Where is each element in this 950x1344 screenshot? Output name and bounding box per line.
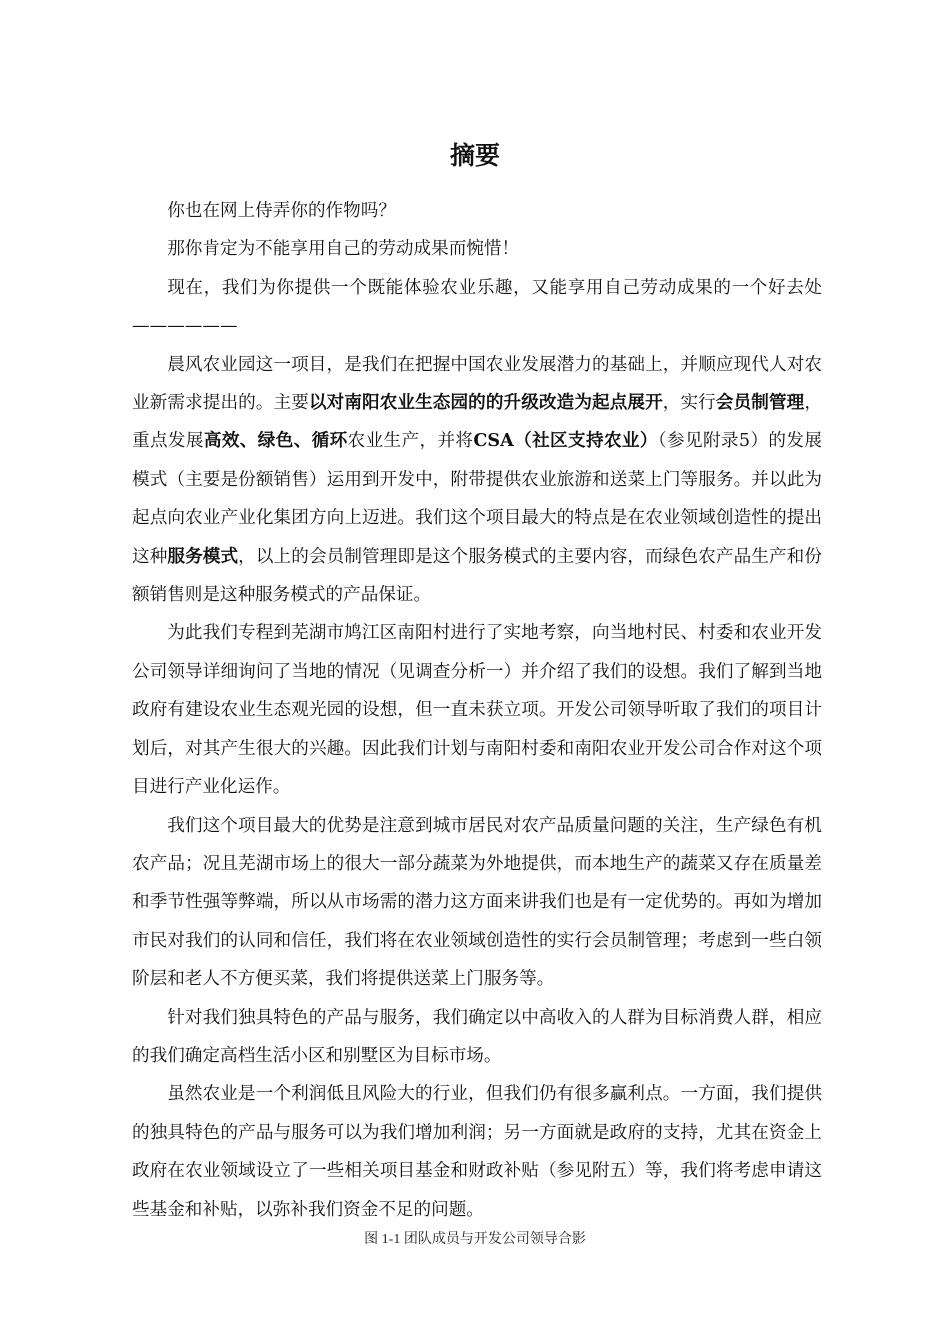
bold-text: 服务模式 [167, 545, 239, 567]
page-title: 摘要 [449, 141, 500, 170]
abstract-paragraph [132, 614, 822, 806]
abstract-paragraph [132, 230, 822, 268]
text-run: 晨风农业园这一项目，是我们在把握中国农业发展潜力的基础上，并顺应现代人对农业新需求提出的。主要 [132, 354, 822, 414]
text-run: 我们这个项目最大的优势是注意到城市居民对农产品质量问题的关注，生产绿色有机农产品；况且芜湖市场上的很大一部分蔬菜为外地提供，而本地生产的蔬菜又存在质量差和季节性强等弊端，所以从市场需的潜力这方面来讲我们也是有一定优势的。再如为增加市民对我们的认同和信任，我们将在农业领域创造性的实行会员制管理；考虑到一些白领阶层和老人不方便买菜，我们将提供送菜上门服务等。 [132, 815, 822, 990]
abstract-paragraph [132, 807, 822, 999]
bold-text: 以对南阳农业生态园的的升级改造为起点展开 [308, 392, 663, 414]
text-run: ，重点发展 [132, 393, 822, 452]
abstract-body [132, 192, 822, 1229]
text-run: 为此我们专程到芜湖市鸠江区南阳村进行了实地考察，向当地村民、村委和农业开发公司领导详细询问了当地的情况（见调查分析一）并介绍了我们的设想。我们了解到当地政府有建设农业生态观光园的设想，但一直未获立项。开发公司领导听取了我们的项目计划后，对其产生很大的兴趣。因此我们计划与南阳村委和南阳农业开发公司合作对这个项目进行产业化运作。 [132, 623, 822, 798]
text-run: （参见附录5）的发展模式（主要是份额销售）运用到开发中，附带提供农业旅游和送菜上门等服务。并以此为起点向农业产业化集团方向上迈进。我们这个项目最大的特点是在农业领域创造性的提出这种 [132, 431, 822, 567]
abstract-paragraph [132, 1075, 822, 1229]
abstract-paragraph [132, 346, 822, 615]
abstract-paragraph [132, 269, 822, 346]
bold-text: 高效、绿色、循环 [203, 430, 348, 452]
bold-text: 会员制管理 [715, 392, 805, 414]
abstract-paragraph [132, 192, 822, 230]
text-run: 那你肯定为不能享用自己的劳动成果而惋惜！ [167, 239, 520, 260]
text-run: 现在，我们为你提供一个既能体验农业乐趣，又能享用自己劳动成果的一个好去处—————— [132, 277, 822, 337]
text-run: 针对我们独具特色的产品与服务，我们确定以中高收入的人群为目标消费人群，相应的我们确定高档生活小区和别墅区为目标市场。 [132, 1007, 822, 1066]
text-run: 虽然农业是一个利润低且风险大的行业，但我们仍有很多赢利点。一方面，我们提供的独具特色的产品与服务可以为我们增加利润；另一方面就是政府的支持，尤其在资金上政府在农业领域设立了一些相关项目基金和财政补贴（参见附五）等，我们将考虑申请这些基金和补贴，以弥补我们资金不足的问题。 [132, 1084, 822, 1220]
text-run: ，以上的会员制管理即是这个服务模式的主要内容，而绿色农产品生产和份额销售则是这种服务模式的产品保证。 [132, 546, 822, 606]
text-run: ，实行 [662, 393, 716, 414]
text-run: 你也在网上侍弄你的作物吗？ [167, 201, 396, 221]
text-run: 农业生产，并将 [347, 431, 474, 452]
bold-text: CSA（社区支持农业） [473, 430, 658, 452]
figure-caption: 图 1-1 团队成员与开发公司领导合影 [364, 1232, 586, 1247]
abstract-paragraph [132, 999, 822, 1076]
